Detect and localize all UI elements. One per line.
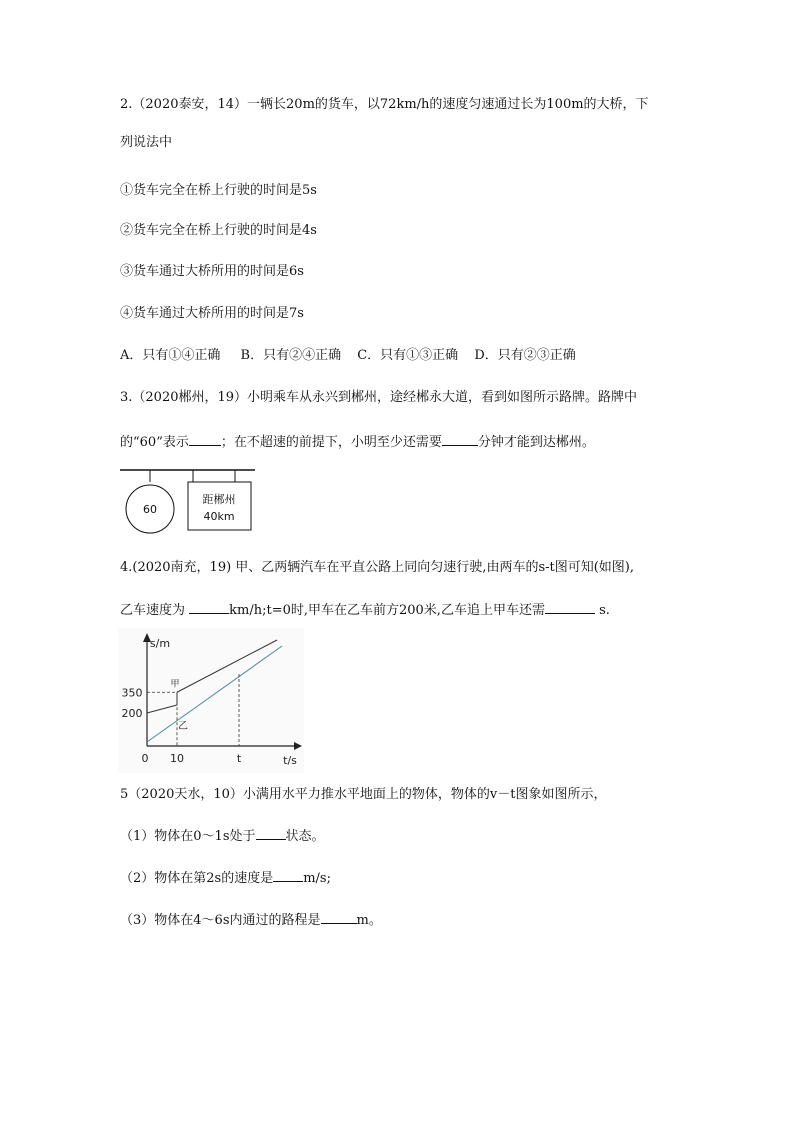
q5-part-2: （2）物体在第2s的速度是 m/s; [120, 868, 331, 888]
q5-blank-1[interactable] [256, 826, 286, 840]
q2-stem-line1: 2.（2020泰安，14）一辆长20m的货车，以72km/h的速度匀速通过长为100m的大桥，下 [120, 97, 649, 112]
q2-option-d: D．只有②③正确 [474, 348, 576, 363]
x-axis-label: t/s [283, 754, 297, 767]
distance-sign-destination: 距郴州 [202, 493, 236, 506]
q2-statement-2: ②货车完全在桥上行驶的时间是4s [120, 223, 317, 238]
speed-limit-value: 60 [143, 503, 157, 516]
q2-options [120, 347, 576, 365]
series-jia-label: 甲 [170, 679, 180, 690]
q4-blank-2[interactable] [545, 600, 595, 614]
q5-part-1: （1）物体在0～1s处于 状态。 [120, 826, 325, 846]
q5-blank-3[interactable] [321, 910, 357, 924]
q4-blank-1[interactable] [189, 600, 229, 614]
y-tick-200: 200 [121, 707, 143, 720]
q5-blank-2[interactable] [273, 868, 303, 882]
x-tick-t: t [236, 752, 242, 765]
road-sign-figure [118, 466, 258, 536]
y-tick-350: 350 [121, 686, 143, 700]
q2-option-c: C．只有①③正确 [357, 348, 459, 363]
q2-option-b: B．只有②④正确 [240, 348, 342, 363]
q3-blank-2[interactable] [442, 432, 478, 446]
x-tick-0: 0 [141, 752, 149, 765]
distance-sign-value: 40km [203, 510, 235, 523]
q4-stem-line1: 4.(2020南充，19) 甲、乙两辆汽车在平直公路上同向匀速行驶,由两车的s-t图可知(如图), [120, 560, 635, 575]
q2-statement-1: ①货车完全在桥上行驶的时间是5s [120, 183, 317, 198]
q2-stem-line2: 列说法中 [120, 135, 173, 150]
q3-stem-line1: 3.（2020郴州，19）小明乘车从永兴到郴州，途经郴永大道，看到如图所示路牌。路牌中 [120, 390, 638, 405]
st-graph [112, 628, 312, 773]
q3-blank-1[interactable] [189, 432, 221, 446]
q5-stem: 5（2020天水，10）小满用水平力推水平地面上的物体，物体的v－t图象如图所示， [120, 787, 607, 802]
x-tick-10: 10 [170, 752, 184, 765]
series-yi-label: 乙 [178, 721, 188, 732]
q2-option-a: A．只有①④正确 [120, 348, 221, 363]
q4-stem-line2: 乙车速度为 km/h;t=0时,甲车在乙车前方200米,乙车追上甲车还需 s. [120, 600, 610, 620]
q5-part-3: （3）物体在4～6s内通过的路程是 m。 [120, 910, 382, 930]
q3-stem-line2: 的“60”表示 ；在不超速的前提下，小明至少还需要 分钟才能到达郴州。 [120, 432, 595, 452]
q2-statement-3: ③货车通过大桥所用的时间是6s [120, 264, 304, 279]
q2-statement-4: ④货车通过大桥所用的时间是7s [120, 306, 304, 321]
y-axis-label: s/m [149, 637, 171, 650]
